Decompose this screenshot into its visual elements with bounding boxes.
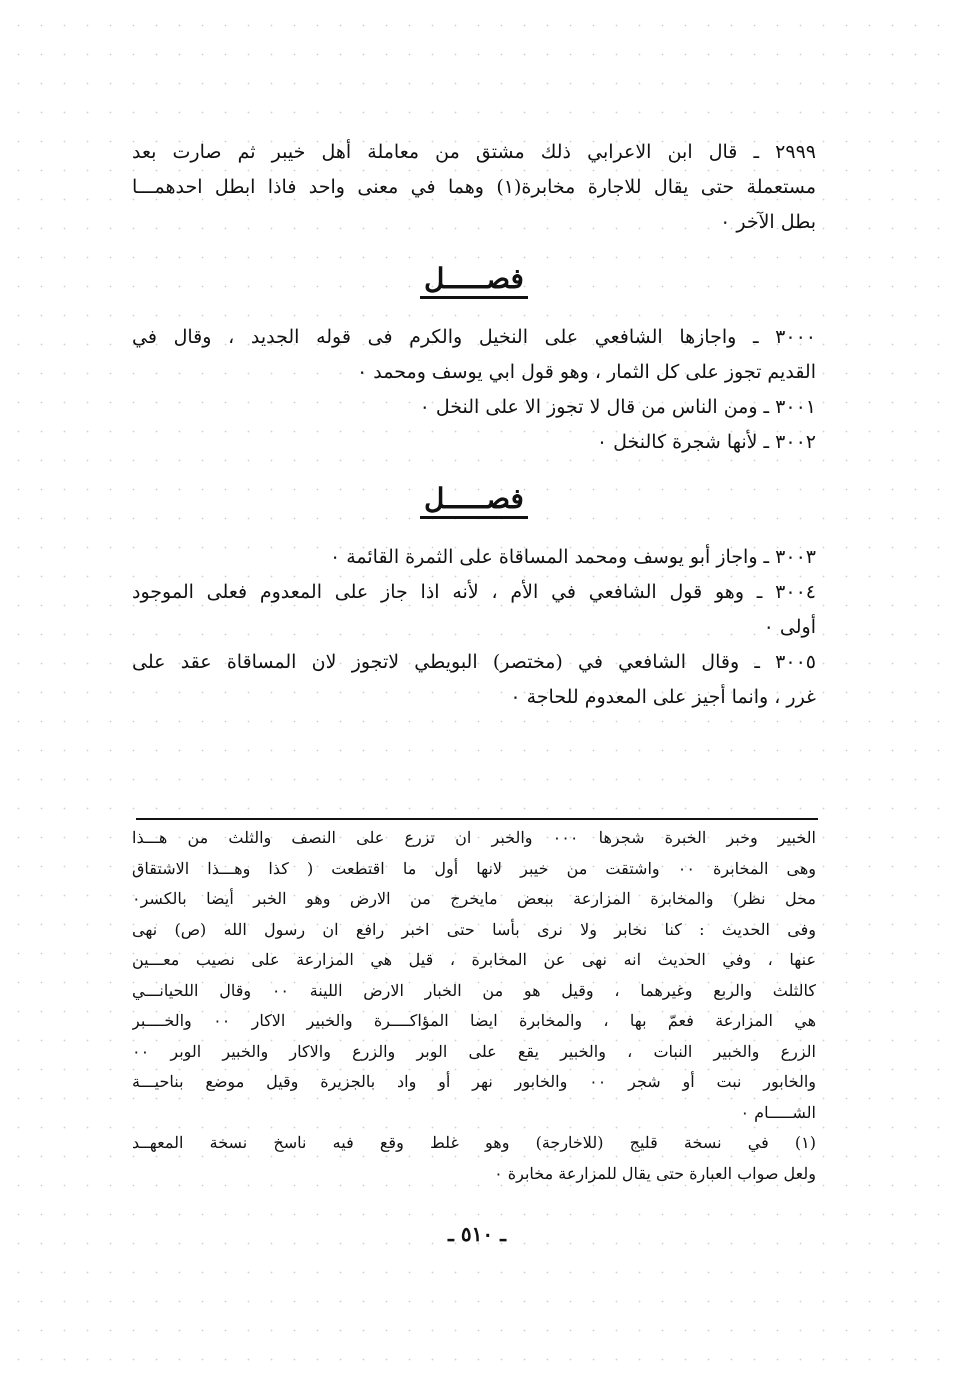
section-heading bbox=[132, 244, 816, 314]
section-heading-text: فصـــــل bbox=[420, 482, 528, 519]
footnote-line: وهى المخابرة ٠٠ واشتقت من خيبر لانها أول ما اقتطعت ( كذا وهـــذا الاشتقاق bbox=[132, 858, 816, 878]
paragraph-3000 bbox=[132, 320, 816, 390]
section-heading-text: فصـــــل bbox=[420, 262, 528, 299]
text-line: ٣٠٠٤ ـ وهو قول الشافعي في الأم ، لأنه اذا جاز على المعدوم فعلى الموجود bbox=[132, 581, 816, 603]
text-line: بطل الآخر ٠ bbox=[720, 211, 816, 233]
text-line: ٣٠٠٥ ـ وقال الشافعي في (مختصر) البويطي لاتجوز لان المساقاة عقد على bbox=[132, 651, 816, 673]
footnote-line: (١) في نسخة قليج (للاخارجة) وهو غلط وقع فيه ناسخ نسخة المعهــد bbox=[132, 1133, 816, 1152]
text-line: غرر ، وانما أجيز على المعدوم للحاجة ٠ bbox=[510, 686, 816, 708]
text-line: أولى ٠ bbox=[763, 616, 816, 638]
text-line: القديم تجوز على كل الثمار ، وهو قول ابي يوسف ومحمد ٠ bbox=[357, 361, 816, 383]
footnote-line: هي المزارعة فعمّ بها ، والمخابرة ايضا المؤاكــــرة والخبير الاكار ٠٠ والخــــبر bbox=[132, 1011, 816, 1030]
paragraph-2999 bbox=[132, 135, 816, 240]
page-number: ـ ٥١٠ ـ bbox=[448, 1222, 506, 1246]
footnotes bbox=[132, 823, 816, 1189]
paragraph-3003: ٣٠٠٣ ـ واجاز أبو يوسف ومحمد المساقاة على الثمرة القائمة ٠ bbox=[329, 546, 816, 568]
footnote-continuation bbox=[132, 823, 816, 1128]
text-line: ٣٠٠٠ ـ واجازها الشافعي على النخيل والكرم فى قوله الجديد ، وقال في bbox=[132, 326, 816, 348]
paragraph-3004 bbox=[132, 575, 816, 645]
footnote-1 bbox=[132, 1128, 816, 1189]
footnote-line: محل نظر) والمخابرة المزارعة ببعض مايخرج من الارض وهو الخبر أيضا بالكسر٠ bbox=[132, 889, 816, 908]
section-heading bbox=[132, 464, 816, 534]
footnote-line: عنها ، وفي الحديث انه نهى عن المخابرة ، قيل هي المزارعة على نصيب معـــين bbox=[132, 950, 816, 969]
footnote-line: الزرع والخبير النبات ، والخبير يقع على الوبر والزرع والاكار والخبير الوبر ٠٠ bbox=[132, 1041, 816, 1061]
footnote-line: وفى الحديث : كنا نخابر ولا نرى بأسا حتى اخبر رافع ان رسول الله (ص) نهى bbox=[132, 919, 816, 939]
footnote-line: والخابور نبت أو شجر ٠٠ والخابور نهر أو واد بالجزيرة وقيل موضع بناحيـــة bbox=[132, 1072, 816, 1091]
footnote-divider bbox=[136, 818, 818, 820]
paragraph-3005 bbox=[132, 645, 816, 715]
text-line: مستعملة حتى يقال للاجارة مخابرة(١) وهما في معنى واحد فاذا ابطل احدهمـــا bbox=[132, 176, 816, 198]
main-text bbox=[132, 135, 816, 715]
paragraph-3001: ٣٠٠١ ـ ومن الناس من قال لا تجوز الا على النخل ٠ bbox=[419, 396, 816, 418]
footnote-line: الشـــــام ٠ bbox=[740, 1102, 816, 1122]
footnote-line: الخبير وخبر الخبرة شجرها ٠٠٠ والخبر ان تزرع على النصف والثلث من هـــذا bbox=[132, 828, 816, 847]
footnote-line: كالثلث والربع وغيرهما ، وقيل هو من الخبار الارض اللينة ٠٠ وقال اللحيانـــي bbox=[132, 980, 816, 1000]
footnote-line: ولعل صواب العبارة حتى يقال للمزارعة مخابرة ٠ bbox=[494, 1163, 816, 1183]
text-line: ٢٩٩٩ ـ قال ابن الاعرابي ذلك مشتق من معاملة أهل خيبر ثم صارت بعد bbox=[132, 141, 816, 163]
paragraph-3002: ٣٠٠٢ ـ لأنها شجرة كالنخل ٠ bbox=[596, 431, 816, 453]
